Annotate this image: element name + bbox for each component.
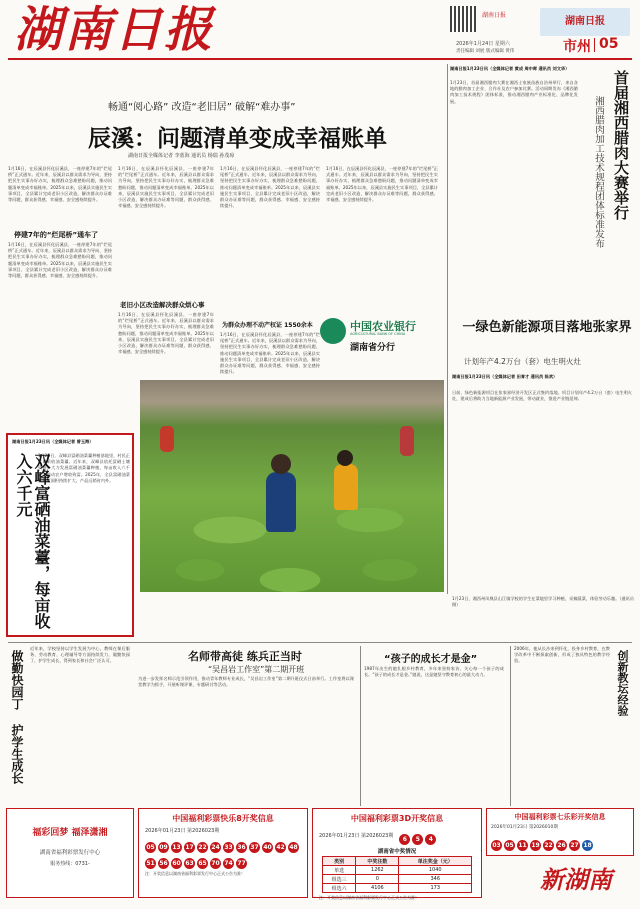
qr-label: 湖南日报 (482, 12, 507, 19)
lottery-logo-box (6, 808, 134, 898)
date-line: 2026年1月24日 星期六 (456, 41, 510, 47)
qlc-numbers (491, 832, 633, 851)
qlc-box (486, 808, 634, 856)
kl8-issue: 2026年01月23日 第2026023期 (145, 828, 220, 834)
bottom-divider-2 (510, 646, 511, 806)
d3-table-row (323, 866, 472, 875)
kl8-ball: 65 (198, 860, 207, 867)
lead-kicker: 畅通“阅心路” 改造“老旧居” 破解“难办事” (108, 102, 296, 113)
qlc-issue: 2026年01月23日 第2026010期 (491, 825, 558, 830)
bottom-col2-body: 1987年出生的她扎根乡村教育，多年来坚持家访，关心每一个孩子的成长。“孩子的成长才是金。”她说，这是她坚守教育初心的最大动力。 (364, 666, 504, 678)
side-story-1-subtitle: 湘西腊肉加工技术规程团体标准发布 (593, 96, 604, 248)
lead-body-col2b: 1月16日，在辰溪县怀化辰溪县，一座停建7年的“烂尾桥”正式通车。近年来，辰溪县以群众需求为导向，坚持把民生实事办好办实，梳理群众急难愁盼问题，推动问题清单变成幸福账单。2025年以来，辰溪县实施民生实事项目，全县累计完成老旧小区改造，解决群众办证难等问题，群众获得感、幸福感、安全感持续提升。 (118, 312, 214, 355)
photo-child-2-head (337, 450, 353, 466)
kl8-ball: 22 (198, 844, 207, 851)
lead-body-col1: 1月16日，在辰溪县怀化辰溪县，一座停建7年的“烂尾桥”正式通车。近年来，辰溪县以群众需求为导向，坚持把民生实事办好办实，梳理群众急难愁盼问题，推动问题清单变成幸福账单。2025年以来，辰溪县实施民生实事项目，全县累计完成老旧小区改造，解决群众办证难等问题，群众获得感、幸福感、安全感持续提升。 (8, 166, 112, 203)
bottom-col1 (138, 646, 356, 806)
photo-child-1 (266, 472, 296, 532)
abc-logo-icon (320, 318, 346, 344)
bottom-col1-kicker: 名师带高徒 练兵正当时 (188, 650, 302, 663)
qlc-title: 中国福利彩票七乐彩开奖信息 (514, 813, 606, 821)
lead-subhead-3: 为群众办理不动产权证 1550余本 (222, 322, 313, 329)
kl8-ball: 63 (185, 860, 194, 867)
bottom-left-story (8, 646, 132, 806)
bank-name-en: AGRICULTURAL BANK OF CHINA (350, 332, 406, 336)
kl8-ball: 74 (224, 860, 233, 867)
bottom-col1-body: 为进一步发挥名师示范引领作用，推动青年教师专业成长，“吴昌岩工作室”第二期开班仪式日前举行。工作室将以课堂教学为抓手，开展听课评课、专题研讨等活动。 (138, 676, 354, 688)
kl8-ball: 77 (237, 860, 246, 867)
d3-table-header: 中奖注数 (356, 857, 399, 866)
lead-body-col2: 1月16日，在辰溪县怀化辰溪县，一座停建7年的“烂尾桥”正式通车。近年来，辰溪县以群众需求为导向，坚持把民生实事办好办实，梳理群众急难愁盼问题，推动问题清单变成幸福账单。2025年以来，辰溪县实施民生实事项目，全县累计完成老旧小区改造，解决群众办证难等问题，群众获得感、幸福感、安全感持续提升。 (118, 166, 214, 209)
kl8-ball: 37 (250, 844, 259, 851)
feature-box (6, 433, 134, 637)
kl8-ball: 13 (172, 844, 181, 851)
d3-table-cell: 0 (356, 875, 399, 884)
d3-table-cell: 组选六 (323, 884, 356, 893)
d3-table-cell: 1262 (356, 866, 399, 875)
d3-ball: 6 (399, 834, 410, 845)
d3-table-header: 类别 (323, 857, 356, 866)
feature-body: 1月23日，双峰县富硒油菜薹种植基地里，村民正忙着采收油菜薹。近年来，双峰县依托富硒土壤资源，大力发展富硒油菜薹种植，每亩收入六千元，带动农户增收致富。2025年，全县富硒油菜薹种植面积持续扩大，产品远销省内外。 (38, 453, 130, 483)
lead-body-col3: 1月16日，在辰溪县怀化辰溪县，一座停建7年的“烂尾桥”正式通车。近年来，辰溪县以群众需求为导向，坚持把民生实事办好办实，梳理群众急难愁盼问题，推动问题清单变成幸福账单。2025年以来，辰溪县实施民生实事项目，全县累计完成老旧小区改造，解决群众办证难等问题，群众获得感、幸福感、安全感持续提升。 (220, 166, 320, 209)
lead-body-col1b: 1月16日，在辰溪县怀化辰溪县，一座停建7年的“烂尾桥”正式通车。近年来，辰溪县以群众需求为导向，坚持把民生实事办好办实，梳理群众急难愁盼问题，推动问题清单变成幸福账单。2025年以来，辰溪县实施民生实事项目，全县累计完成老旧小区改造，解决群众办证难等问题，群众获得感、幸福感、安全感持续提升。 (8, 242, 112, 279)
bottom-col2-title: “孩子的成长才是金” (384, 654, 478, 665)
d3-ball: 4 (425, 834, 436, 845)
lead-body-col3b: 1月16日，在辰溪县怀化辰溪县，一座停建7年的“烂尾桥”正式通车。近年来，辰溪县以群众需求为导向，坚持把民生实事办好办实，梳理群众急难愁盼问题，推动问题清单变成幸福账单。2025年以来，辰溪县实施民生实事项目，全县累计完成老旧小区改造，解决群众办证难等问题，群众获得感、幸福感、安全感持续提升。 (220, 332, 320, 375)
d3-numbers (399, 826, 438, 845)
column-divider (447, 64, 448, 594)
bottom-left-body: 近年来，学校坚持以学生发展为中心，教师在课后服务、劳动教育、心理辅导等方面持续发力，做勤快园丁，护学生成长，得到家长和社会广泛认可。 (30, 646, 130, 664)
kl8-ball: 70 (211, 860, 220, 867)
feature-dateline: 湖南日报1月23日讯（全媒体记者 曾玉海） (12, 439, 94, 444)
photo-child-3 (160, 426, 174, 452)
kl8-numbers (145, 837, 305, 869)
bank-name-cn: 中国农业银行 (350, 320, 416, 333)
bottom-col1-title: “吴昌岩工作室”第二期开班 (208, 665, 305, 674)
lottery-logo: 福彩回梦 福泽潇湘 (32, 828, 108, 838)
kl8-ball: 56 (159, 860, 168, 867)
side-story-2-subtitle: 计划年产4.2万台（套）电生明火灶 (464, 357, 581, 366)
lottery-hotline: 服务热线：0731- (50, 861, 90, 867)
bottom-col3-vertical-title: 创新教坛经验 (616, 650, 629, 716)
d3-box (312, 808, 482, 898)
side-story-1-body: 1月23日，首届湘西腊肉大赛在湘西土家族苗族自治州举行，来自各地的腊肉加工企业、合作社及农户参加比赛。活动同期发布《湘西腊肉加工技术规程》团体标准，推动湘西腊肉产业标准化、品牌化发展。 (450, 80, 578, 104)
d3-table-header: 单注奖金（元） (399, 857, 472, 866)
kl8-ball: 05 (146, 844, 155, 851)
bottom-left-vertical-title: 做勤快园丁 护学生成长 (10, 650, 24, 784)
newspaper-logo: 湖南日报 (14, 2, 215, 58)
kl8-ball: 09 (159, 844, 168, 851)
kl8-box (138, 808, 308, 898)
section-name: 市州 (563, 39, 591, 55)
bottom-col3 (514, 646, 634, 806)
d3-table-title: 湖南省中奖情况 (377, 849, 417, 855)
d3-prize-table (322, 856, 472, 893)
d3-table-cell: 单选 (323, 866, 356, 875)
side-story-2-body: 日前，绿色新能源项目在张家界经济开发区正式签约落地。项目计划年产4.2万台（套）电生明火灶，建成后将助力当地新能源产业发展，带动就业，推进产业链延伸。 (452, 390, 632, 402)
lead-title: 辰溪：问题清单变成幸福账单 (88, 126, 387, 152)
page-number: 05 (599, 36, 619, 52)
lead-byline: 湖南日报全媒体记者 李蓝海 通讯员 杨瑞 孙茂琼 (128, 153, 235, 159)
qlc-ball: 22 (544, 842, 553, 849)
d3-table-cell: 4106 (356, 884, 399, 893)
d3-ball: 5 (412, 834, 423, 845)
bank-ad (316, 310, 444, 366)
lead-subhead-1: 停建7年的“烂尾桥”通车了 (14, 231, 99, 239)
kl8-title: 中国福利彩票快乐8开奖信息 (172, 814, 274, 823)
d3-table-row (323, 884, 472, 893)
kl8-ball: 40 (263, 844, 272, 851)
qlc-ball: 05 (505, 842, 514, 849)
kl8-ball: 33 (224, 844, 233, 851)
qr-code (450, 6, 476, 32)
bottom-divider-1 (360, 646, 361, 806)
kl8-ball: 36 (237, 844, 246, 851)
bottom-col3-body: 2006年，他从长沙来到怀化，投身乡村教育，在教学改革中不断探索创新，形成了独具特色的教学经验。 (514, 646, 610, 664)
d3-table-cell: 173 (399, 884, 472, 893)
qlc-ball: 26 (557, 842, 566, 849)
kl8-note: 注：开奖信息以湖南省福利彩票发行中心正式公告为准！ (145, 871, 245, 876)
editor-line: 责任编辑 刘展 版式编辑 黄伟 (456, 49, 515, 54)
kl8-ball: 51 (146, 860, 155, 867)
kl8-ball: 24 (211, 844, 220, 851)
kl8-ball: 42 (276, 844, 285, 851)
photo-child-2 (334, 464, 358, 510)
d3-table-row (323, 875, 472, 884)
feature-photo-caption: 1月23日，湘西州凤凰县山江镇学校的学生在菜地里学习种植、采摘蔬菜，体验劳动乐趣。（通讯员 摄） (452, 596, 634, 608)
side-story-1-dateline: 湖南日报1月23日讯（全媒体记者 黄成 周中晖 通讯员 刘文华） (450, 66, 570, 71)
d3-title: 中国福利彩票3D开奖信息 (350, 814, 444, 823)
d3-note: 注：开奖信息以湖南省福利彩票发行中心正式公告为准！ (319, 895, 419, 900)
qlc-ball: 19 (531, 842, 540, 849)
page-divider-mark (594, 38, 595, 52)
qlc-ball: 27 (570, 842, 579, 849)
photo-child-4 (400, 426, 414, 456)
side-story-2-title: 一绿色新能源项目落地张家界 (462, 320, 632, 335)
kl8-ball: 17 (185, 844, 194, 851)
d3-table-cell: 组选三 (323, 875, 356, 884)
d3-table-cell: 1040 (399, 866, 472, 875)
kl8-ball: 60 (172, 860, 181, 867)
d3-issue: 2026年01月23日 第2026023期 (319, 833, 394, 839)
photo-child-1-head (271, 454, 291, 474)
kl8-ball: 48 (289, 844, 298, 851)
qlc-ball: 11 (518, 842, 527, 849)
side-story-2-dateline: 湖南日报1月23日讯（全媒体记者 田育才 通讯员 陈欢） (452, 374, 558, 379)
lead-subhead-2: 老旧小区改造解决群众烦心事 (120, 301, 205, 309)
feature-vertical-title: 双峰富硒油菜薹，每亩收入六千元 (14, 453, 51, 629)
lead-body-col4: 1月16日，在辰溪县怀化辰溪县，一座停建7年的“烂尾桥”正式通车。近年来，辰溪县以群众需求为导向，坚持把民生实事办好办实，梳理群众急难愁盼问题，推动问题清单变成幸福账单。2025年以来，辰溪县实施民生实事项目，全县累计完成老旧小区改造，解决群众办证难等问题，群众获得感、幸福感、安全感持续提升。 (326, 166, 438, 203)
qlc-ball: 03 (492, 842, 501, 849)
masthead-rule (8, 58, 632, 60)
bottom-col2 (364, 646, 506, 806)
side-story-1 (450, 64, 634, 314)
lower-rule (8, 642, 632, 643)
qlc-special-ball: 18 (583, 842, 592, 849)
lottery-logo-sub: 湖南省福利彩票发行中心 (39, 850, 101, 856)
side-story-2 (452, 318, 634, 594)
app-badge: 湖南日报 (540, 8, 630, 36)
bank-branch: 湖南省分行 (350, 343, 396, 353)
d3-table-cell: 346 (399, 875, 472, 884)
feature-photo (140, 380, 444, 592)
side-story-1-title: 首届湘西腊肉大赛举行 (612, 70, 630, 220)
footer-logo: 新湖南 (540, 865, 612, 894)
masthead (0, 0, 640, 58)
